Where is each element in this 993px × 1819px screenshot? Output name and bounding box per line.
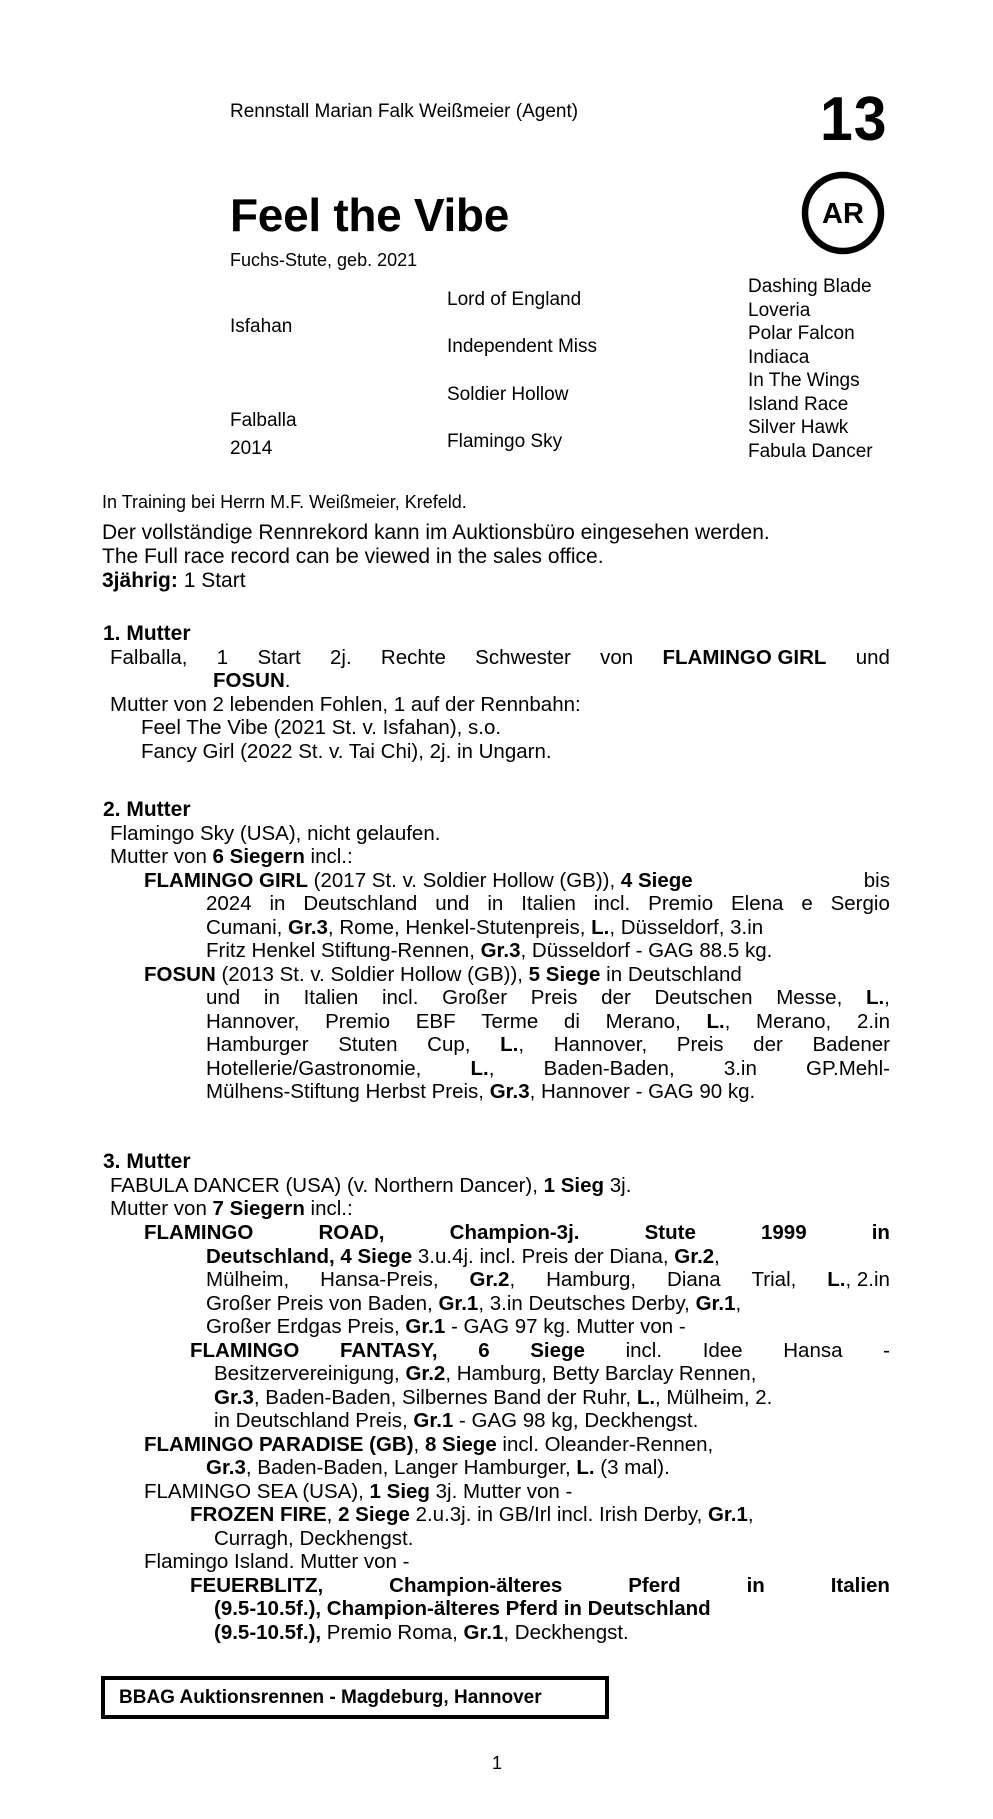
word: in bbox=[746, 1574, 765, 1597]
word: Merano, bbox=[756, 1010, 832, 1033]
m3-line bbox=[206, 1268, 890, 1291]
grade: Gr.1 bbox=[463, 1621, 504, 1644]
m2-line bbox=[206, 1057, 890, 1080]
text: (2013 St. v. Soldier Hollow (GB)), bbox=[215, 963, 529, 986]
age-record-value: 1 Start bbox=[183, 569, 246, 592]
horse-ref: FLAMINGO PARADISE (GB) bbox=[144, 1433, 414, 1456]
text: FABULA DANCER (USA) (v. Northern Dancer), bbox=[110, 1174, 544, 1197]
word: Schwester bbox=[475, 646, 571, 669]
text: , bbox=[326, 1503, 339, 1526]
word: Mülheim, bbox=[206, 1268, 290, 1291]
word: und bbox=[435, 892, 470, 915]
text: , bbox=[488, 1057, 495, 1080]
m2-line bbox=[206, 1033, 890, 1056]
word: 2.in bbox=[856, 1010, 890, 1033]
m2-line bbox=[206, 1010, 890, 1033]
m1-foal: Feel The Vibe (2021 St. v. Isfahan), s.o. bbox=[141, 716, 502, 739]
text: incl. Oleander-Rennen, bbox=[496, 1433, 714, 1456]
text: Cumani, bbox=[206, 916, 289, 939]
m2-line bbox=[206, 892, 890, 915]
grade: Gr.2 bbox=[469, 1268, 510, 1291]
word: Stute bbox=[644, 1221, 696, 1244]
text: , Mülheim, 2. bbox=[655, 1386, 773, 1409]
section-title-3-mutter: 3. Mutter bbox=[103, 1150, 191, 1173]
horse-ref: FLAMINGO GIRL bbox=[662, 646, 827, 669]
text: Mutter von bbox=[110, 1197, 213, 1220]
text: , Hannover - GAG 90 kg. bbox=[529, 1080, 756, 1103]
word: incl. bbox=[381, 986, 419, 1009]
winners-count: 7 Siegern bbox=[212, 1197, 305, 1220]
pedigree-dam: Falballa bbox=[230, 410, 297, 431]
text: in Deutschland Preis, bbox=[214, 1409, 414, 1432]
word: Champion-älteres bbox=[389, 1574, 563, 1597]
grade: L. bbox=[591, 916, 610, 939]
m3-line bbox=[214, 1621, 629, 1644]
pedigree-great-grandparent: Island Race bbox=[748, 393, 849, 415]
m3-line bbox=[214, 1409, 698, 1432]
text: Fritz Henkel Stiftung-Rennen, bbox=[206, 939, 481, 962]
word: Italien bbox=[303, 986, 359, 1009]
text: (9.5-10.5f.), bbox=[214, 1621, 322, 1644]
horse-ref: FLAMINGO bbox=[190, 1339, 300, 1362]
text: Großer Preis von Baden, bbox=[206, 1292, 439, 1315]
pedigree-great-grandparent: Fabula Dancer bbox=[748, 440, 873, 462]
horse-ref: FOSUN bbox=[144, 963, 216, 986]
grade: Gr.2 bbox=[405, 1362, 446, 1385]
horse-ref: FANTASY, bbox=[339, 1339, 438, 1362]
horse-ref: FLAMINGO bbox=[144, 1221, 254, 1244]
wins: 8 Siege bbox=[424, 1433, 497, 1456]
ar-badge-text: AR bbox=[822, 198, 864, 230]
grade: L. bbox=[636, 1386, 656, 1409]
word: GP.Mehl- bbox=[806, 1057, 890, 1080]
winners-count: 6 Siegern bbox=[212, 845, 305, 868]
grade: L. bbox=[500, 1033, 519, 1056]
wins: 2 Siege bbox=[338, 1503, 410, 1526]
word: Deutschen bbox=[654, 986, 753, 1009]
m1-line bbox=[110, 646, 890, 669]
text: (2017 St. v. Soldier Hollow (GB)), bbox=[307, 869, 621, 892]
word: Messe, bbox=[776, 986, 843, 1009]
age-record-label: 3jährig: bbox=[102, 569, 178, 592]
word: Pferd bbox=[628, 1574, 681, 1597]
m3-line: Curragh, Deckhengst. bbox=[214, 1527, 414, 1550]
m1-line: Mutter von 2 lebenden Fohlen, 1 auf der Rennbahn: bbox=[110, 693, 581, 716]
text: bis bbox=[863, 869, 890, 892]
pedigree-grandparent: Independent Miss bbox=[447, 336, 597, 357]
m3-line bbox=[110, 1174, 631, 1197]
grade: Gr.3 bbox=[206, 1456, 246, 1479]
grade: Gr.1 bbox=[438, 1292, 479, 1315]
pedigree-great-grandparent: Dashing Blade bbox=[748, 276, 872, 297]
m3-line bbox=[214, 1386, 772, 1409]
word: Hannover, bbox=[553, 1033, 648, 1056]
word: in bbox=[871, 1221, 890, 1244]
word: Elena bbox=[730, 892, 784, 915]
agent-name: Rennstall Marian Falk Weißmeier (Agent) bbox=[230, 101, 579, 122]
text: Besitzervereinigung, bbox=[214, 1362, 406, 1385]
word: Italien bbox=[830, 1574, 890, 1597]
word: Badener bbox=[812, 1033, 890, 1056]
word: der bbox=[753, 1033, 783, 1056]
word: Hamburg, bbox=[546, 1268, 637, 1291]
word: Falballa, bbox=[110, 646, 188, 669]
text: , Rome, Henkel-Stutenpreis, bbox=[327, 916, 592, 939]
text: Mülhens-Stiftung Herbst Preis, bbox=[206, 1080, 490, 1103]
grade: L. bbox=[865, 986, 885, 1009]
word: Hansa bbox=[783, 1339, 843, 1362]
word: der bbox=[601, 986, 631, 1009]
race-eligibility-box: BBAG Auktionsrennen - Magdeburg, Hannover bbox=[101, 1676, 609, 1719]
text: 2.u.3j. in GB/Irl incl. Irish Derby, bbox=[409, 1503, 708, 1526]
word: Champion-3j. bbox=[449, 1221, 580, 1244]
text: incl.: bbox=[304, 1197, 353, 1220]
word: Großer bbox=[442, 986, 508, 1009]
m3-line bbox=[206, 1315, 686, 1338]
m2-line bbox=[110, 845, 353, 868]
wins: Deutschland, 4 Siege bbox=[206, 1245, 413, 1268]
word: von bbox=[600, 646, 634, 669]
grade: Gr.1 bbox=[405, 1315, 446, 1338]
pedigree-great-grandparents bbox=[748, 275, 873, 463]
grade: Gr.1 bbox=[695, 1292, 736, 1315]
word: Start bbox=[257, 646, 301, 669]
m3-line bbox=[190, 1339, 890, 1362]
text: , Düsseldorf, 3.in bbox=[609, 916, 764, 939]
text: Premio Roma, bbox=[321, 1621, 464, 1644]
m2-line bbox=[206, 916, 763, 939]
text: 3j. Mutter von - bbox=[429, 1480, 573, 1503]
wins: 6 bbox=[478, 1339, 490, 1362]
text: , bbox=[735, 1292, 742, 1315]
text: , bbox=[747, 1503, 754, 1526]
training-info: In Training bei Herrn M.F. Weißmeier, Krefeld. bbox=[102, 492, 467, 512]
word: in bbox=[263, 986, 280, 1009]
horse-ref: FLAMINGO GIRL bbox=[144, 869, 308, 892]
word: 1 bbox=[216, 646, 229, 669]
text: 3j. bbox=[604, 1174, 632, 1197]
m2-line bbox=[144, 869, 890, 892]
grade: L. bbox=[576, 1456, 595, 1479]
word: Trial, bbox=[751, 1268, 797, 1291]
pedigree-great-grandparent: In The Wings bbox=[748, 370, 860, 391]
m3-line: (9.5-10.5f.), Champion-älteres Pferd in Deutschland bbox=[214, 1597, 711, 1620]
m3-line bbox=[206, 1292, 741, 1315]
horse-description: Fuchs-Stute, geb. 2021 bbox=[230, 250, 418, 270]
age-record bbox=[102, 569, 246, 592]
word: e bbox=[801, 892, 813, 915]
m3-line bbox=[214, 1362, 756, 1385]
text: , Baden-Baden, Silbernes Band der Ruhr, bbox=[253, 1386, 637, 1409]
m3-line bbox=[190, 1574, 890, 1597]
word: Hotellerie/Gastronomie, bbox=[206, 1057, 422, 1080]
text: , bbox=[518, 1033, 525, 1056]
record-note-en: The Full race record can be viewed in the sales office. bbox=[102, 545, 604, 568]
word: Rechte bbox=[380, 646, 446, 669]
word: Premio bbox=[648, 892, 714, 915]
text: , 2.in bbox=[845, 1268, 890, 1291]
record-note-de: Der vollständige Rennrekord kann im Auktionsbüro eingesehen werden. bbox=[102, 521, 770, 544]
grade: L. bbox=[827, 1268, 846, 1291]
text: , Baden-Baden, Langer Hamburger, bbox=[245, 1456, 577, 1479]
word: incl. bbox=[593, 892, 631, 915]
horse-ref: FOSUN bbox=[213, 669, 285, 692]
m2-line bbox=[144, 963, 742, 986]
text: , Düsseldorf - GAG 88.5 kg. bbox=[520, 939, 773, 962]
word: Stuten bbox=[338, 1033, 398, 1056]
pedigree-grandparent: Lord of England bbox=[447, 289, 582, 310]
word: Idee bbox=[702, 1339, 743, 1362]
word: Hannover, bbox=[206, 1010, 300, 1033]
horse-ref: ROAD, bbox=[318, 1221, 385, 1244]
text: incl.: bbox=[304, 845, 353, 868]
word: und bbox=[206, 986, 241, 1009]
horse-ref: FEUERBLITZ, bbox=[190, 1574, 324, 1597]
word: - bbox=[883, 1339, 890, 1362]
wins: 1 Sieg bbox=[543, 1174, 605, 1197]
text: , bbox=[413, 1433, 425, 1456]
word: 1999 bbox=[760, 1221, 807, 1244]
section-title-1-mutter: 1. Mutter bbox=[103, 622, 191, 645]
text: , bbox=[714, 1245, 720, 1268]
page-number: 1 bbox=[492, 1753, 503, 1773]
word: Diana bbox=[667, 1268, 721, 1291]
m3-line bbox=[110, 1197, 353, 1220]
pedigree-grandparent: Flamingo Sky bbox=[447, 431, 563, 452]
m3-line bbox=[206, 1245, 720, 1268]
wins: 5 Siege bbox=[528, 963, 601, 986]
horse-ref: FROZEN FIRE bbox=[190, 1503, 327, 1526]
pedigree-grandparent: Soldier Hollow bbox=[447, 384, 569, 405]
word: 2j. bbox=[330, 646, 352, 669]
word: Preis bbox=[530, 986, 578, 1009]
word: Premio bbox=[325, 1010, 391, 1033]
word: Merano, bbox=[605, 1010, 681, 1033]
word: und bbox=[855, 646, 890, 669]
pedigree-great-grandparent: Silver Hawk bbox=[748, 417, 849, 438]
word: in bbox=[269, 892, 286, 915]
text: , bbox=[884, 986, 890, 1009]
pedigree-sire: Isfahan bbox=[230, 316, 293, 337]
text: , 3.in Deutsches Derby, bbox=[478, 1292, 696, 1315]
text: , Hamburg, Betty Barclay Rennen, bbox=[445, 1362, 757, 1385]
grade: Gr.3 bbox=[480, 939, 521, 962]
lot-number: 13 bbox=[820, 85, 888, 154]
grade: Gr.3 bbox=[214, 1386, 254, 1409]
m1-line bbox=[213, 669, 290, 692]
grade: L. bbox=[470, 1057, 489, 1080]
grade: Gr.1 bbox=[413, 1409, 454, 1432]
word: di bbox=[563, 1010, 580, 1033]
text: , bbox=[724, 1010, 731, 1033]
word: Hansa-Preis, bbox=[320, 1268, 439, 1291]
grade: Gr.3 bbox=[489, 1080, 530, 1103]
word: Terme bbox=[481, 1010, 539, 1033]
word: Italien bbox=[521, 892, 576, 915]
pedigree-dam-year: 2014 bbox=[230, 438, 273, 459]
grade: L. bbox=[706, 1010, 725, 1033]
m3-line bbox=[144, 1433, 713, 1456]
m2-line bbox=[206, 939, 772, 962]
text: FLAMINGO SEA (USA), bbox=[144, 1480, 370, 1503]
text: , bbox=[509, 1268, 516, 1291]
word: Deutschland bbox=[303, 892, 418, 915]
word: Baden-Baden, bbox=[543, 1057, 675, 1080]
pedigree-great-grandparent: Loveria bbox=[748, 299, 811, 321]
word: 3.in bbox=[723, 1057, 757, 1080]
wins: 1 Sieg bbox=[369, 1480, 430, 1503]
text: in Deutschland bbox=[600, 963, 742, 986]
word: EBF bbox=[415, 1010, 456, 1033]
grade: Gr.1 bbox=[707, 1503, 748, 1526]
text: - GAG 98 kg, Deckhengst. bbox=[453, 1409, 699, 1432]
m3-line: Flamingo Island. Mutter von - bbox=[144, 1550, 410, 1573]
grade: Gr.3 bbox=[288, 916, 328, 939]
word: incl. bbox=[625, 1339, 663, 1362]
ar-circle-icon bbox=[800, 170, 886, 256]
m3-line bbox=[190, 1503, 754, 1526]
section-title-2-mutter: 2. Mutter bbox=[103, 798, 191, 821]
word: 2024 bbox=[206, 892, 252, 915]
text: Großer Erdgas Preis, bbox=[206, 1315, 406, 1338]
m3-line bbox=[144, 1480, 572, 1503]
m3-line bbox=[144, 1221, 890, 1244]
grade: Gr.2 bbox=[674, 1245, 715, 1268]
m1-foal: Fancy Girl (2022 St. v. Tai Chi), 2j. in Ungarn. bbox=[141, 740, 552, 763]
text: - GAG 97 kg. Mutter von - bbox=[445, 1315, 686, 1338]
text: (3 mal). bbox=[594, 1456, 670, 1479]
text: Mutter von bbox=[110, 845, 213, 868]
m3-line bbox=[206, 1456, 670, 1479]
wins: 4 Siege bbox=[620, 869, 693, 892]
word: Hamburger bbox=[206, 1033, 309, 1056]
text: . bbox=[284, 669, 291, 692]
wins: Siege bbox=[530, 1339, 585, 1362]
pedigree-great-grandparent: Polar Falcon bbox=[748, 323, 855, 344]
m2-line bbox=[206, 1080, 755, 1103]
word: Cup, bbox=[427, 1033, 471, 1056]
m2-line: Flamingo Sky (USA), nicht gelaufen. bbox=[110, 822, 441, 845]
horse-name: Feel the Vibe bbox=[230, 189, 510, 241]
word: in bbox=[487, 892, 504, 915]
text: , Deckhengst. bbox=[503, 1621, 629, 1644]
pedigree-great-grandparent: Indiaca bbox=[748, 346, 810, 368]
word: Sergio bbox=[830, 892, 890, 915]
text: 3.u.4j. incl. Preis der Diana, bbox=[412, 1245, 675, 1268]
m2-line bbox=[206, 986, 890, 1009]
word: Preis bbox=[676, 1033, 724, 1056]
